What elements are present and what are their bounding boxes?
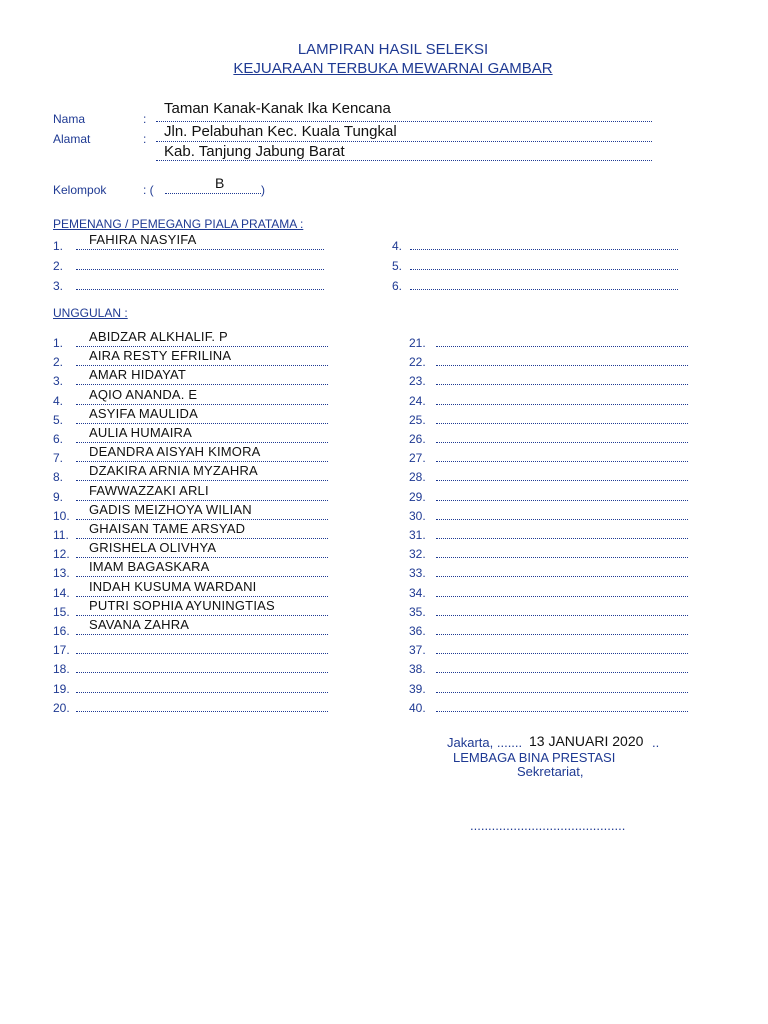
list-item-number: 20. <box>53 700 70 715</box>
list-item-dotted-line <box>410 269 678 270</box>
list-item-number: 16. <box>53 624 70 638</box>
list-item-dotted-line <box>436 653 688 654</box>
list-item-name: AQIO ANANDA. E <box>89 386 198 402</box>
list-item-dotted-line <box>76 500 328 501</box>
list-item-dotted-line <box>76 249 324 250</box>
list-item-name: SAVANA ZAHRA <box>89 617 190 632</box>
list-item-dotted-line <box>436 596 688 597</box>
list-item-number: 7. <box>53 451 64 466</box>
list-item-number: 24. <box>409 393 426 408</box>
list-item-dotted-line <box>76 692 328 693</box>
signature-date: 13 JANUARI 2020 <box>529 733 644 749</box>
list-item-number: 6. <box>392 279 403 293</box>
list-item-number: 38. <box>409 662 426 677</box>
list-item-number: 14. <box>53 585 70 600</box>
kelompok-label: Kelompok <box>53 183 107 197</box>
list-item-dotted-line <box>436 384 688 385</box>
list-item-dotted-line <box>76 519 328 520</box>
nama-colon: : <box>143 112 147 126</box>
list-item-number: 31. <box>409 528 426 542</box>
list-item-number: 30. <box>409 508 426 523</box>
list-item-number: 25. <box>409 412 426 427</box>
list-item-number: 5. <box>53 412 64 427</box>
list-item-dotted-line <box>76 615 328 616</box>
list-item-dotted-line <box>436 634 688 635</box>
signature-role: Sekretariat, <box>517 764 584 779</box>
list-item-dotted-line <box>76 384 328 385</box>
alamat-label: Alamat <box>53 132 91 146</box>
list-item-number: 6. <box>53 432 64 446</box>
document-subtitle: KEJUARAAN TERBUKA MEWARNAI GAMBAR <box>233 60 553 77</box>
unggulan-heading: UNGGULAN : <box>53 306 128 320</box>
list-item-name: AIRA RESTY EFRILINA <box>89 348 232 364</box>
list-item-number: 8. <box>53 470 64 485</box>
document-title: LAMPIRAN HASIL SELEKSI <box>297 41 489 58</box>
list-item-number: 15. <box>53 604 70 619</box>
list-item-dotted-line <box>76 480 328 481</box>
list-item-dotted-line <box>436 346 688 347</box>
list-item-number: 37. <box>409 643 426 658</box>
list-item-number: 2. <box>53 355 64 370</box>
list-item-number: 2. <box>53 259 64 273</box>
list-item-number: 34. <box>409 585 426 600</box>
kelompok-open: : ( <box>143 183 154 197</box>
alamat-colon: : <box>143 132 147 146</box>
list-item-dotted-line <box>436 557 688 558</box>
pemenang-heading: PEMENANG / PEMEGANG PIALA PRATAMA : <box>53 217 304 231</box>
list-item-number: 4. <box>53 393 64 408</box>
list-item-dotted-line <box>76 672 328 673</box>
list-item-dotted-line <box>436 672 688 673</box>
list-item-dotted-line <box>76 346 328 347</box>
list-item-number: 35. <box>409 604 426 619</box>
list-item-dotted-line <box>76 404 328 405</box>
alamat-dotted-line-2 <box>156 160 652 161</box>
list-item-name: FAHIRA NASYIFA <box>89 232 197 247</box>
list-item-number: 9. <box>53 489 64 504</box>
kelompok-value: B <box>215 175 225 191</box>
signature-line: ........................................... <box>470 818 626 833</box>
list-item-dotted-line <box>436 538 688 539</box>
list-item-dotted-line <box>436 519 688 520</box>
nama-label: Nama <box>53 112 86 126</box>
list-item-dotted-line <box>436 711 688 712</box>
list-item-dotted-line <box>76 461 328 462</box>
list-item-dotted-line <box>436 423 688 424</box>
list-item-number: 29. <box>409 489 426 504</box>
list-item-number: 39. <box>409 681 426 696</box>
list-item-dotted-line <box>436 365 688 366</box>
list-item-dotted-line <box>76 596 328 597</box>
list-item-number: 12. <box>53 547 70 562</box>
list-item-number: 1. <box>53 336 64 350</box>
list-item-dotted-line <box>76 538 328 539</box>
list-item-dotted-line <box>76 653 328 654</box>
list-item-number: 11. <box>53 528 69 542</box>
kelompok-dotted-line <box>165 193 261 194</box>
list-item-number: 33. <box>409 566 426 581</box>
list-item-dotted-line <box>436 500 688 501</box>
list-item-number: 3. <box>53 374 64 389</box>
list-item-number: 32. <box>409 547 426 562</box>
list-item-dotted-line <box>76 711 328 712</box>
list-item-number: 22. <box>409 355 426 370</box>
list-item-number: 23. <box>409 374 426 389</box>
nama-dotted-line <box>156 121 652 122</box>
list-item-name: AMAR HIDAYAT <box>89 367 187 383</box>
list-item-dotted-line <box>436 442 688 443</box>
list-item-dotted-line <box>76 557 328 558</box>
signature-org: LEMBAGA BINA PRESTASI <box>453 750 616 765</box>
list-item-number: 19. <box>53 681 70 696</box>
list-item-number: 26. <box>409 432 426 446</box>
list-item-dotted-line <box>436 480 688 481</box>
list-item-name: GADIS MEIZHOYA WILIAN <box>89 501 252 517</box>
list-item-number: 5. <box>392 259 403 273</box>
list-item-number: 13. <box>53 566 70 581</box>
list-item-name: FAWWAZZAKI ARLI <box>89 482 209 498</box>
signature-place: Jakarta, ....... <box>447 735 523 750</box>
list-item-number: 18. <box>53 662 70 677</box>
list-item-dotted-line <box>76 576 328 577</box>
list-item-dotted-line <box>76 365 328 366</box>
list-item-dotted-line <box>76 634 328 635</box>
list-item-number: 27. <box>409 451 426 466</box>
list-item-dotted-line <box>76 423 328 424</box>
list-item-dotted-line <box>436 576 688 577</box>
list-item-number: 40. <box>409 700 426 715</box>
list-item-number: 28. <box>409 470 426 485</box>
list-item-dotted-line <box>436 692 688 693</box>
list-item-dotted-line <box>76 269 324 270</box>
list-item-name: INDAH KUSUMA WARDANI <box>89 578 257 594</box>
list-item-dotted-line <box>410 289 678 290</box>
signature-date-tail: .. <box>652 735 660 750</box>
list-item-dotted-line <box>410 249 678 250</box>
list-item-name: GRISHELA OLIVHYA <box>89 540 217 556</box>
list-item-name: AULIA HUMAIRA <box>89 425 193 440</box>
list-item-name: DZAKIRA ARNIA MYZAHRA <box>89 463 258 479</box>
list-item-name: PUTRI SOPHIA AYUNINGTIAS <box>89 597 275 613</box>
list-item-dotted-line <box>76 289 324 290</box>
list-item-number: 21. <box>409 336 426 350</box>
list-item-name: ABIDZAR ALKHALIF. P <box>89 329 228 344</box>
list-item-number: 36. <box>409 624 426 638</box>
list-item-name: ASYIFA MAULIDA <box>89 405 199 421</box>
alamat-value-line1: Jln. Pelabuhan Kec. Kuala Tungkal <box>164 123 397 140</box>
list-item-dotted-line <box>436 404 688 405</box>
list-item-name: DEANDRA AISYAH KIMORA <box>89 444 261 460</box>
list-item-dotted-line <box>76 442 328 443</box>
list-item-number: 4. <box>392 239 403 253</box>
nama-value: Taman Kanak-Kanak Ika Kencana <box>164 100 391 117</box>
alamat-value-line2: Kab. Tanjung Jabung Barat <box>164 143 345 160</box>
kelompok-close: ) <box>261 183 265 197</box>
list-item-name: GHAISAN TAME ARSYAD <box>89 521 246 536</box>
list-item-number: 3. <box>53 279 64 293</box>
alamat-dotted-line-1 <box>156 141 652 142</box>
list-item-number: 1. <box>53 239 64 253</box>
list-item-number: 17. <box>53 643 70 658</box>
list-item-name: IMAM BAGASKARA <box>89 559 210 575</box>
list-item-number: 10. <box>53 508 70 523</box>
list-item-dotted-line <box>436 461 688 462</box>
list-item-dotted-line <box>436 615 688 616</box>
